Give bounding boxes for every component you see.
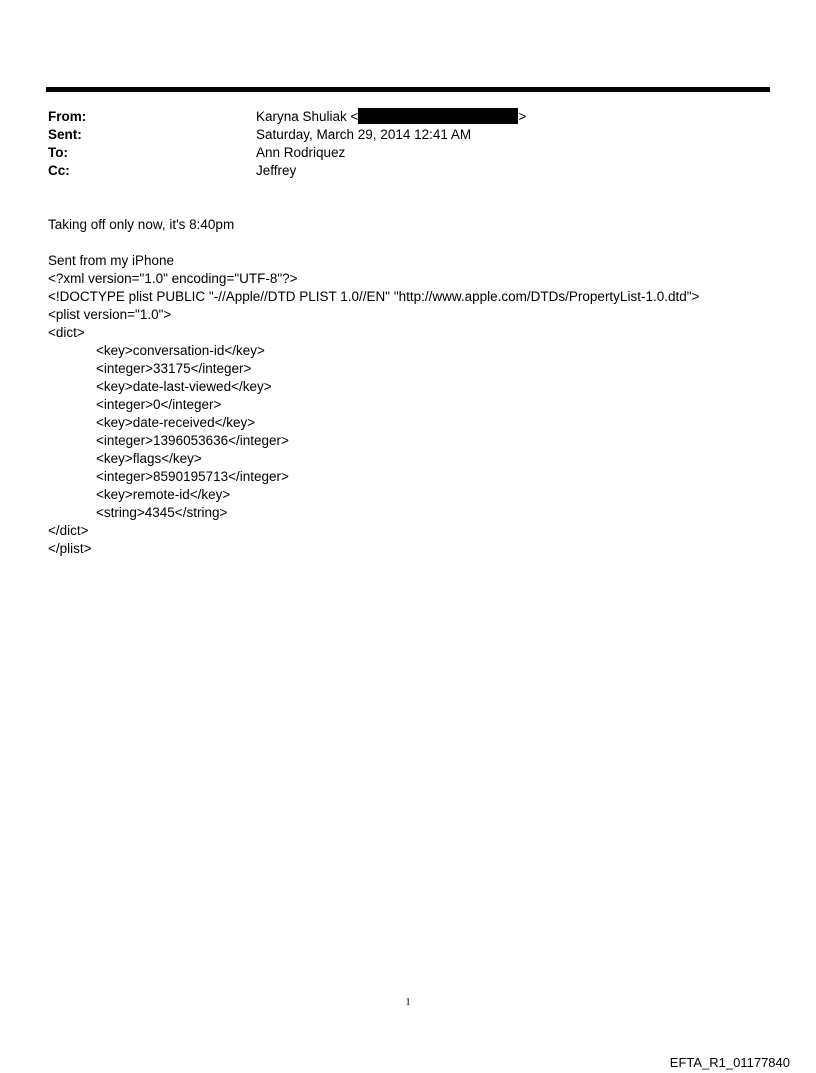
- plist-line: <dict>: [48, 325, 85, 340]
- plist-line: <key>date-received</key>: [96, 415, 256, 430]
- plist-line: <plist version="1.0">: [48, 307, 172, 322]
- from-close: >: [518, 109, 527, 124]
- email-header: [48, 108, 748, 180]
- plist-line: <key>flags</key>: [96, 451, 202, 466]
- from-name: Karyna Shuliak <: [256, 109, 359, 124]
- plist-line: </dict>: [48, 523, 89, 538]
- plist-line: <integer>0</integer>: [96, 397, 222, 412]
- message-text: Taking off only now, it's 8:40pm: [48, 217, 235, 232]
- cc-row: [48, 162, 748, 180]
- redaction-box: [358, 108, 518, 124]
- page-number: 1: [405, 996, 411, 1008]
- sent-value: Saturday, March 29, 2014 12:41 AM: [256, 127, 472, 142]
- plist-line: <!DOCTYPE plist PUBLIC "-//Apple//DTD PLIST 1.0//EN" "http://www.apple.com/DTDs/PropertyList-1.0.dtd">: [48, 289, 700, 304]
- plist-line: <key>remote-id</key>: [96, 487, 231, 502]
- bates-number: EFTA_R1_01177840: [669, 1055, 790, 1070]
- top-rule: [46, 87, 770, 92]
- to-row: [48, 144, 748, 162]
- from-label: From:: [48, 109, 87, 124]
- paragraph-gap: [48, 234, 788, 252]
- email-body: [48, 216, 788, 558]
- sent-label: Sent:: [48, 127, 82, 142]
- plist-line: </plist>: [48, 541, 92, 556]
- from-row: [48, 108, 748, 126]
- sent-row: [48, 126, 748, 144]
- plist-line: <?xml version="1.0" encoding="UTF-8"?>: [48, 271, 298, 286]
- plist-line: <string>4345</string>: [96, 505, 228, 520]
- cc-value: Jeffrey: [256, 163, 297, 178]
- plist-block: [48, 270, 788, 558]
- plist-line: <key>date-last-viewed</key>: [96, 379, 272, 394]
- cc-label: Cc:: [48, 163, 70, 178]
- plist-line: <key>conversation-id</key>: [96, 343, 265, 358]
- to-value: Ann Rodriquez: [256, 145, 346, 160]
- plist-line: <integer>8590195713</integer>: [96, 469, 289, 484]
- plist-line: <integer>1396053636</integer>: [96, 433, 289, 448]
- signature-text: Sent from my iPhone: [48, 253, 175, 268]
- from-value: [256, 108, 526, 126]
- plist-line: <integer>33175</integer>: [96, 361, 252, 376]
- to-label: To:: [48, 145, 68, 160]
